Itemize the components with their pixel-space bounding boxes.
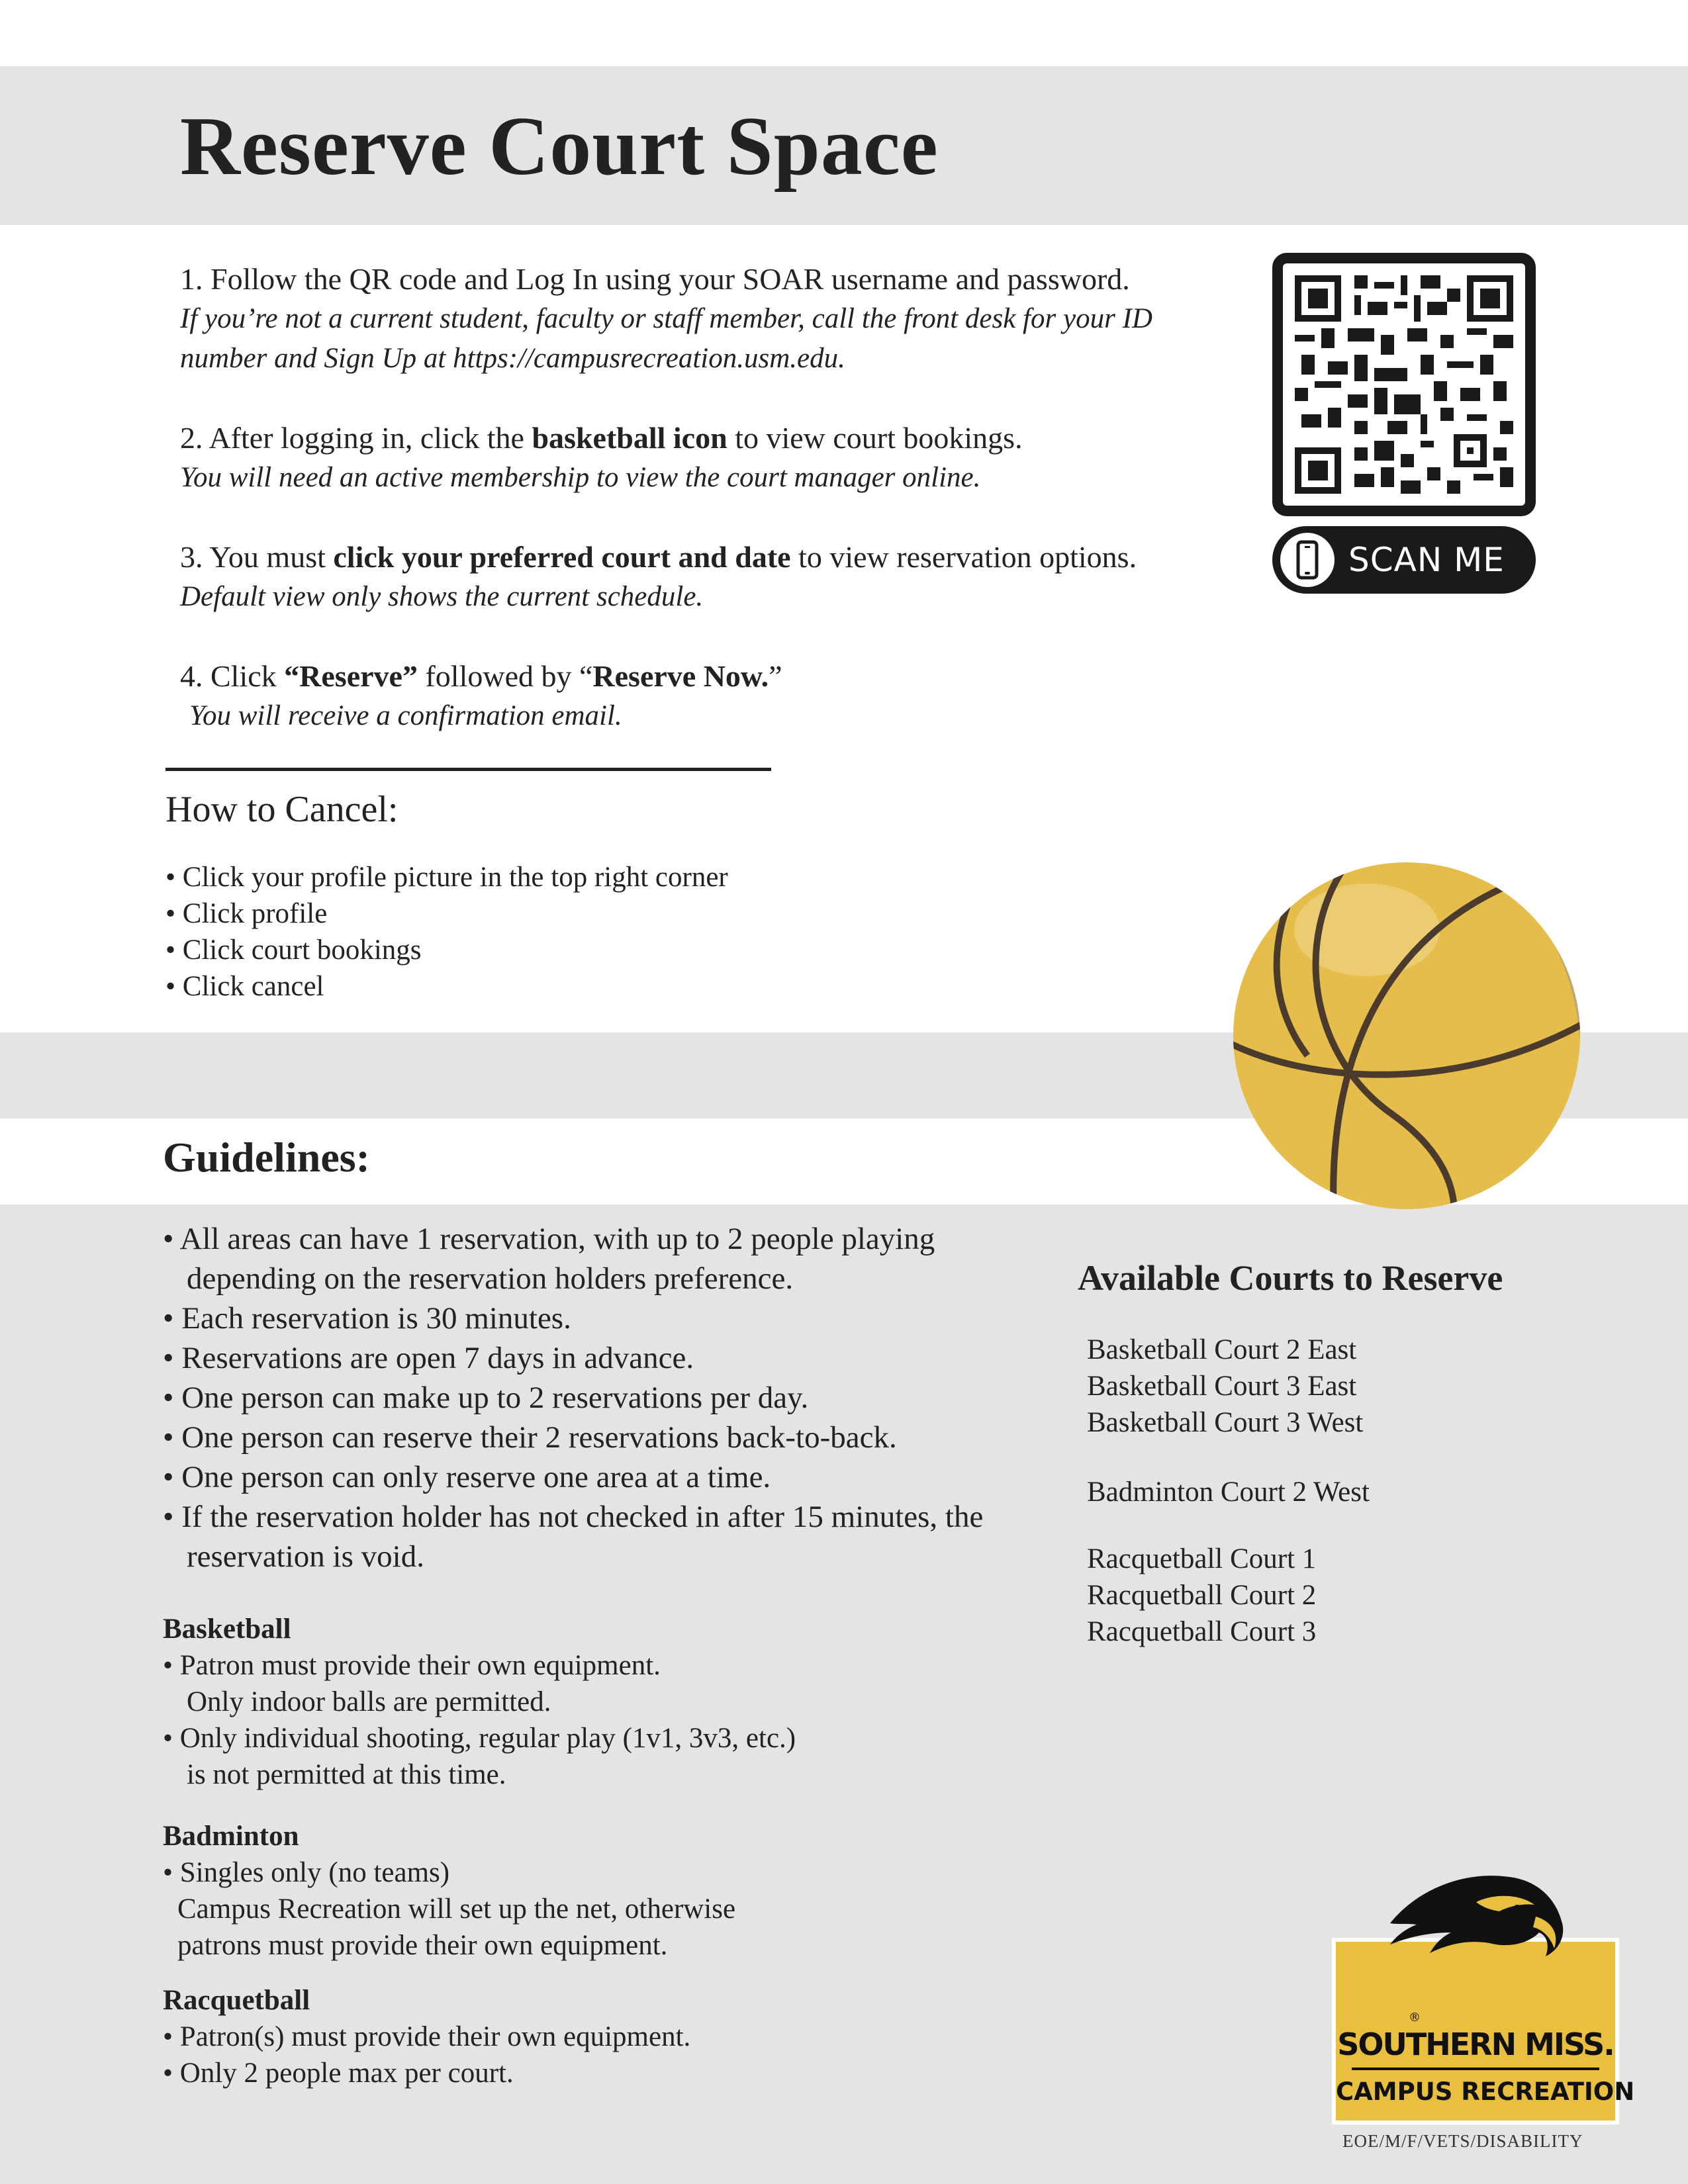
list-item: Badminton Court 2 West — [1087, 1477, 1370, 1508]
list-item: • Patron(s) must provide their own equipment. — [163, 2021, 691, 2052]
registered-mark: ® — [1409, 2011, 1421, 2025]
step-3-text — [180, 537, 1266, 577]
step-4-note: You will receive a confirmation email. — [189, 700, 622, 731]
basketball-icon — [1228, 857, 1585, 1214]
step-1-text: 1. Follow the QR code and Log In using your SOAR username and password. — [180, 262, 1130, 296]
list-item: • Click profile — [165, 898, 328, 929]
step-1-note-text: number and Sign Up at — [180, 343, 453, 374]
list-item: • All areas can have 1 reservation, with up to 2 people playing depending on the reservation holders preference. — [163, 1222, 935, 1296]
step-2-pre: 2. After logging in, click the — [180, 421, 532, 455]
basketball-heading: Basketball — [163, 1614, 291, 1645]
step-2-bold: basketball icon — [532, 421, 727, 455]
qr-code-graphic — [1295, 275, 1513, 494]
racquetball-heading: Racquetball — [163, 1985, 310, 2016]
step-3-post: to view reservation options. — [790, 540, 1137, 574]
list-item: Racquetball Court 3 — [1087, 1616, 1317, 1647]
step-3 — [180, 537, 1266, 617]
basketball-courts — [1087, 1332, 1363, 1441]
guidelines-heading: Guidelines: — [163, 1134, 370, 1181]
logo-subtitle: CAMPUS RECREATION — [1336, 2077, 1635, 2106]
step-4 — [180, 657, 1266, 736]
step-3-bold: click your preferred court and date — [333, 540, 791, 574]
step-2-text — [180, 418, 1266, 458]
step-1-note-line-1: If you’re not a current student, faculty or staff member, call the front desk for your ID — [180, 303, 1152, 334]
racquetball-guidelines — [163, 1982, 957, 2091]
step-1-note — [180, 299, 1266, 379]
cancel-heading: How to Cancel: — [165, 789, 399, 830]
step-4-post: ” — [769, 659, 782, 693]
step-4-mid: followed by “ — [417, 659, 593, 693]
list-item: patrons must provide their own equipment. — [177, 1930, 668, 1961]
racquetball-courts — [1087, 1541, 1316, 1650]
step-1 — [180, 259, 1266, 379]
step-2-post: to view court bookings. — [727, 421, 1023, 455]
step-4-bold: “Reserve” — [284, 659, 418, 693]
list-item: • Click court bookings — [165, 934, 422, 966]
list-item: • One person can only reserve one area at a time. — [163, 1460, 771, 1494]
list-item: Racquetball Court 1 — [1087, 1543, 1317, 1574]
list-item: • One person can make up to 2 reservations per day. — [163, 1381, 809, 1415]
courts-heading: Available Courts to Reserve — [1078, 1258, 1503, 1298]
smartphone-icon — [1280, 533, 1335, 587]
list-item: • If the reservation holder has not checked in after 15 minutes, the reservation is void. — [163, 1500, 984, 1574]
list-item: • Click cancel — [165, 971, 324, 1002]
step-3-note: Default view only shows the current schedule. — [180, 581, 704, 612]
list-item: • Singles only (no teams) — [163, 1857, 450, 1888]
logo-name: SOUTHERN MISS. — [1337, 2026, 1614, 2062]
list-item: • One person can reserve their 2 reservations back-to-back. — [163, 1420, 897, 1455]
list-item: is not permitted at this time. — [187, 1759, 506, 1790]
step-4-text — [180, 657, 1266, 696]
step-1-note-line-2 — [180, 339, 1266, 379]
qr-code[interactable] — [1272, 253, 1536, 516]
list-item: Basketball Court 3 West — [1087, 1407, 1364, 1438]
page-title: Reserve Court Space — [180, 101, 939, 193]
southern-miss-logo — [1332, 1938, 1635, 2124]
step-4-pre: 4. Click — [180, 659, 285, 693]
basketball-guidelines — [163, 1611, 957, 1793]
list-item: Basketball Court 3 East — [1087, 1371, 1357, 1402]
badminton-courts — [1087, 1474, 1370, 1510]
list-item: • Click your profile picture in the top right corner — [165, 862, 728, 893]
step-3-pre: 3. You must — [180, 540, 334, 574]
logo-divider — [1352, 2068, 1599, 2070]
list-item: Campus Recreation will set up the net, otherwise — [177, 1893, 736, 1925]
list-item: • Only 2 people max per court. — [163, 2058, 514, 2089]
step-2-note: You will need an active membership to view the court manager online. — [180, 462, 981, 493]
signup-link[interactable]: https://campusrecreation.usm.edu. — [453, 343, 845, 374]
badminton-guidelines — [163, 1818, 957, 1964]
guidelines-rules — [163, 1219, 1056, 1576]
list-item: • Patron must provide their own equipment. — [163, 1650, 661, 1681]
step-2 — [180, 418, 1266, 498]
list-item: Basketball Court 2 East — [1087, 1334, 1357, 1365]
list-item: • Each reservation is 30 minutes. — [163, 1301, 571, 1336]
list-item: • Reservations are open 7 days in advance. — [163, 1341, 694, 1375]
scan-me-button[interactable] — [1272, 526, 1536, 594]
badminton-heading: Badminton — [163, 1821, 299, 1852]
list-item: Racquetball Court 2 — [1087, 1580, 1317, 1611]
list-item: • Only individual shooting, regular play (1v1, 3v3, etc.) — [163, 1723, 796, 1754]
step-4-bold-2: Reserve Now. — [592, 659, 769, 693]
list-item: Only indoor balls are permitted. — [187, 1686, 551, 1717]
cancel-steps — [165, 859, 728, 1005]
scan-me-label: SCAN ME — [1348, 541, 1505, 579]
eoe-statement: EOE/M/F/VETS/DISABILITY — [1342, 2131, 1583, 2151]
eagle-icon — [1377, 1864, 1575, 1976]
section-divider — [165, 768, 771, 771]
